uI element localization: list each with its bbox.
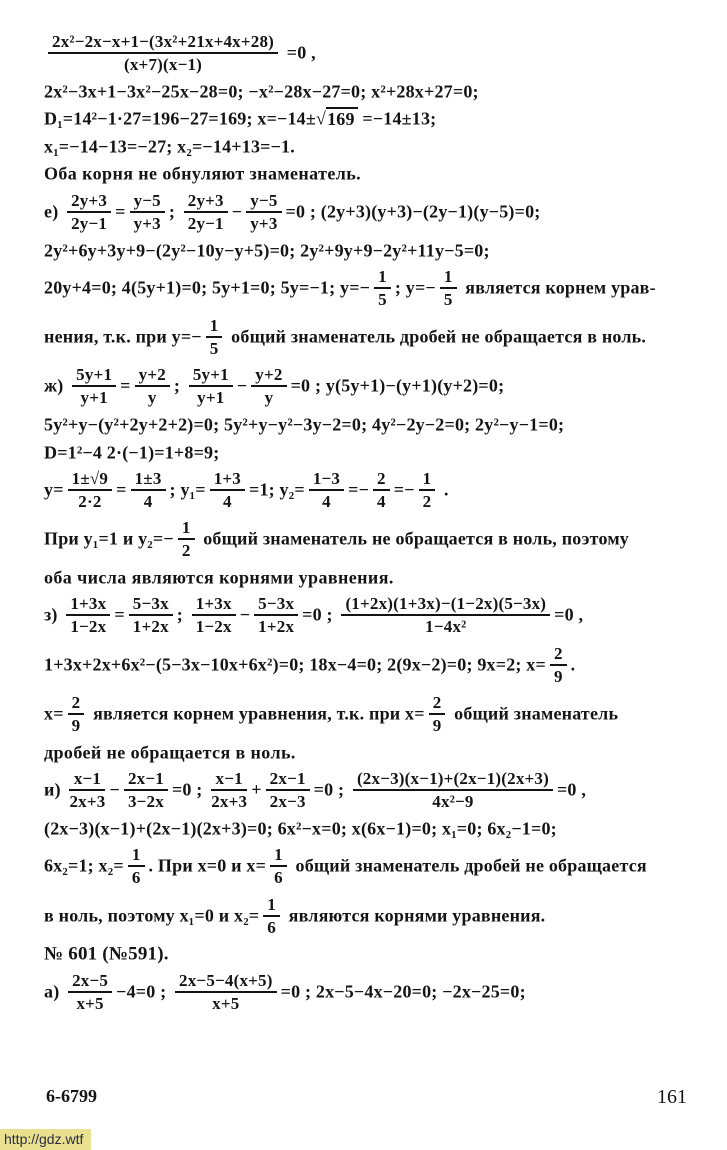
math-run: и) [44,779,66,800]
math-line [44,135,701,157]
math-run: 6x₂=1; x₂= [44,855,124,876]
math-run: + [251,779,262,800]
fraction: $\frac{1}{5}$ [371,267,394,309]
fraction: $\frac{\text{2x²−2x−x+1−(3x²+21x+4x+28)}}{(x+7)(x-1)}$ [45,32,281,74]
fraction: $\frac{1+3x}{1-2x}$ [189,594,239,636]
math-run: оба числа являются корнями уравнения. [44,567,394,588]
math-run: ж) [44,375,69,396]
fraction: $\frac{5-3x}{1+2x}$ [251,594,301,636]
text-line [44,162,701,184]
fraction: $\frac{x-1}{2x+3}$ [211,769,248,812]
math-run: =− [393,479,415,500]
math-run: № 601 (№591). [44,943,169,965]
math-line [44,31,701,75]
page-footer [0,1086,727,1109]
fraction: $\frac{1+3}{4}$ [207,469,248,511]
fraction: $\frac{1}{6}$ [267,845,290,887]
math-line [44,239,701,261]
fraction: $\frac{1}{2}$ [416,469,439,511]
math-run: При y₁=1 и y₂=− [44,528,174,549]
math-line [44,894,701,938]
math-line [44,593,701,637]
fraction: $\frac{1}{5}$ [437,267,460,309]
fraction: $\frac{x-1}{2x+3}$ [69,769,106,812]
math-run: x₁=−14−13=−27; x₂=−14+13=−1. [44,136,295,157]
math-line [44,107,701,129]
math-run: является корнем урав- [460,277,656,298]
math-run: 5y²+y−(y²+2y+2+2)=0; 5y²+y−y²−3y−2=0; 4y²−2y−2=0; 2y²−y−1=0; [44,414,565,435]
fraction: $\frac{y-5}{y+3}$ [127,191,168,233]
math-run: общий знаменатель [449,703,619,724]
math-run: а) [44,981,65,1002]
math-line [44,364,701,408]
fraction: $\frac{2x-5}{x+5}$ [65,971,115,1013]
math-run: y= [44,479,64,500]
math-run: . [439,479,449,500]
math-run: ; [168,201,180,222]
math-run: являются корнями уравнения. [283,905,546,926]
math-run: е) [44,201,64,222]
math-line [44,413,701,435]
math-run: =0 ; [171,779,208,800]
math-run: D=1²−4 2·(−1)=1+8=9; [44,441,220,462]
math-run: = [114,604,125,625]
math-line [44,441,701,463]
math-run: ; [176,604,188,625]
square-root: √169 [316,107,358,129]
fraction: $\frac{y-5}{y+3}$ [243,191,284,233]
math-run: . При x=0 и x= [148,855,267,876]
math-run: в ноль, поэтому x₁=0 и x₂= [44,905,260,926]
math-run: =0 ; 2x−5−4x−20=0; −2x−25=0; [280,981,526,1002]
fraction: $\frac{(1+2x)(1+3x)-(1-2x)(5-3x)}{\text{1−4x²}}$ [338,594,553,636]
math-line [44,517,701,561]
math-run: является корнем уравнения, т.к. при x= [88,703,425,724]
print-signature: 6-6799 [46,1086,97,1106]
math-line [44,315,701,359]
fraction: $\frac{2}{4}$ [370,469,393,511]
math-run: . [570,654,576,675]
math-run: =0 , [554,604,584,625]
math-run: Оба корня не обнуляют знаменатель. [44,163,362,184]
math-run: (2x−3)(x−1)+(2x−1)(2x+3)=0; 6x²−x=0; x(6x−1)=0; x₁=0; 6x₂−1=0; [44,818,557,839]
math-run: −4=0 ; [116,981,172,1002]
math-line [44,266,701,310]
math-run: − [231,201,243,222]
math-run: дробей не обращается в ноль. [44,742,296,762]
math-run: = [115,201,126,222]
math-run: ; y₁= [169,479,206,500]
fraction: $\frac{1}{6}$ [260,895,283,937]
status-bar-link: http://gdz.wtf [0,1129,91,1150]
fraction: $\frac{1+3x}{1-2x}$ [63,594,113,636]
fraction: $\frac{2x-1}{2x-3}$ [263,769,313,811]
fraction: $\frac{2x-5-4(x+5)}{x+5}$ [172,971,280,1013]
fraction: $\frac{2x-1}{3-2x}$ [121,769,171,811]
fraction: $\frac{5-3x}{1+2x}$ [126,594,176,636]
math-run: − [236,375,248,396]
math-run: нения, т.к. при y=− [44,326,202,347]
fraction: $\frac{(2x-3)(x-1)+(2x-1)(2x+3)}{\text{4x²−9}}$ [350,769,556,811]
math-line [44,844,701,888]
math-run: 2x²−3x+1−3x²−25x−28=0; −x²−28x−27=0; x²+28x+27=0; [44,81,479,102]
fraction: $\frac{1}{2}$ [175,518,198,560]
math-run: =0 , [556,779,587,800]
text-line [44,566,701,588]
text-line [44,741,701,763]
math-run: =0 ; (2y+3)(y+3)−(2y−1)(y−5)=0; [285,201,541,222]
math-line [44,970,701,1014]
fraction: $\frac{1\pm 3}{4}$ [128,469,169,511]
math-line [44,643,701,687]
fraction: $\frac{2}{9}$ [65,693,88,735]
math-run: 20y+4=0; 4(5y+1)=0; 5y+1=0; 5y=−1; y=− [44,277,371,298]
math-run: ; [173,375,185,396]
fraction: $\frac{2}{9}$ [547,644,570,686]
fraction: $\frac{1}{6}$ [125,845,148,887]
math-run: = [120,375,131,396]
fraction: $\frac{1\pm√9}{2\cdot 2}$ [65,469,115,511]
math-run: общий знаменатель не обращается в ноль, поэтому [198,528,629,549]
math-line [44,80,701,102]
math-run: x= [44,703,64,724]
math-run: 1+3x+2x+6x²−(5−3x−10x+6x²)=0; 18x−4=0; 2(9x−2)=0; 9x=2; x= [44,654,546,675]
fraction: $\frac{2y+3}{2y-1}$ [64,191,114,233]
page-number: 161 [657,1086,687,1108]
fraction: $\frac{y+2}{y}$ [132,365,173,407]
math-run: =−14±13; [357,108,437,129]
math-line [44,692,701,736]
math-run: =0 ; [302,604,338,625]
fraction: $\frac{2}{9}$ [426,693,449,735]
math-run: з) [44,604,63,625]
math-line [44,468,701,512]
math-line [44,190,701,234]
fraction: $\frac{1-3}{4}$ [306,469,347,511]
math-run: =0 , [282,42,316,63]
math-run: D₁=14²−1·27=196−27=169; x=−14± [44,108,316,129]
math-run: ; y=− [394,277,436,298]
math-run: − [109,779,120,800]
math-run: = [116,479,127,500]
fraction: $\frac{y+2}{y}$ [248,365,289,407]
math-line [44,817,701,839]
fraction: $\frac{5y+1}{y+1}$ [69,365,119,407]
math-run: общий знаменатель дробей не обращается [290,855,647,876]
math-line [44,768,701,812]
math-run: =− [348,479,370,500]
math-run: =0 ; y(5y+1)−(y+1)(y+2)=0; [290,375,505,396]
math-run: − [239,604,251,625]
math-run: 2y²+6y+3y+9−(2y²−10y−y+5)=0; 2y²+9y+9−2y²+11y−5=0; [44,240,490,260]
fraction: $\frac{5y+1}{y+1}$ [186,365,236,407]
section-heading [44,943,701,966]
math-run: =0 ; [313,779,349,800]
fraction: $\frac{2y+3}{2y-1}$ [181,191,231,233]
math-run: =1; y₂= [249,479,305,500]
math-run: общий знаменатель дробей не обращается в ноль. [226,326,647,347]
fraction: $\frac{1}{5}$ [203,316,226,358]
